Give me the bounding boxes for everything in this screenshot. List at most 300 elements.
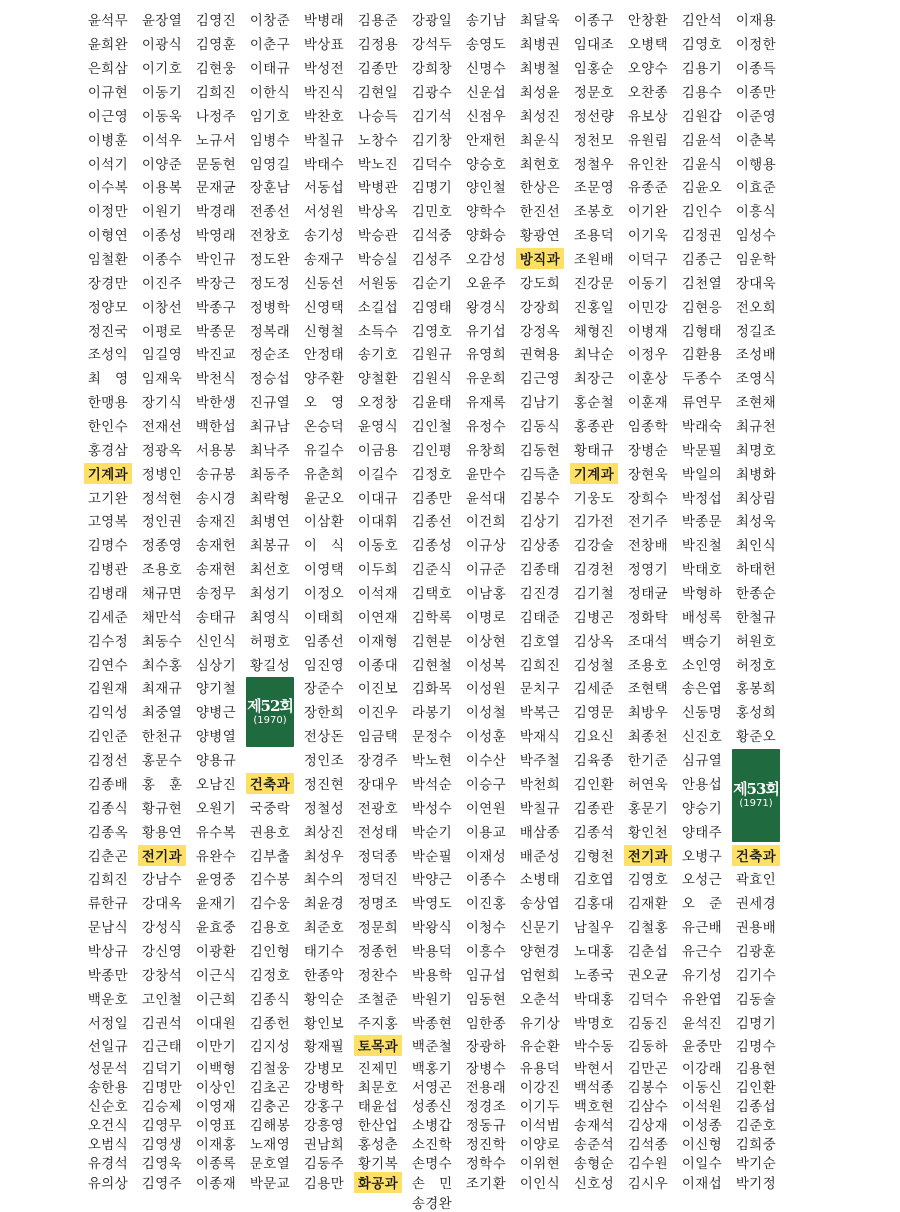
roster-name: 이금용 xyxy=(357,443,399,459)
roster-name: 정종헌 xyxy=(357,944,399,960)
roster-name: 한진선 xyxy=(519,205,561,221)
roster-name: 한상은 xyxy=(519,181,561,197)
roster-name: 송기남 xyxy=(465,14,507,30)
roster-name: 김동하 xyxy=(627,1040,669,1056)
roster-name: 김인평 xyxy=(411,443,453,459)
roster-name: 박승실 xyxy=(357,253,399,269)
roster-name: 유수복 xyxy=(195,825,237,841)
roster-name: 송은엽 xyxy=(681,682,723,698)
roster-name: 김동진 xyxy=(627,1016,669,1032)
roster-name: 이종구 xyxy=(573,14,615,30)
roster-name: 김희진 xyxy=(519,658,561,674)
roster-name: 김종만 xyxy=(411,491,453,507)
roster-name: 임종학 xyxy=(627,420,669,436)
roster-name: 강도희 xyxy=(519,276,561,292)
roster-name: 박석순 xyxy=(411,777,453,793)
roster-name: 이 식 xyxy=(303,539,345,555)
roster-name: 안정태 xyxy=(303,348,345,364)
roster-name: 한인수 xyxy=(87,420,129,436)
roster-name: 장광하 xyxy=(465,1040,507,1056)
roster-name: 백호현 xyxy=(573,1099,615,1115)
roster-name: 최선호 xyxy=(249,563,291,579)
roster-name: 최중열 xyxy=(141,706,183,722)
roster-name: 한종악 xyxy=(303,968,345,984)
roster-name: 이상인 xyxy=(195,1080,237,1096)
roster-name: 박정섭 xyxy=(681,491,723,507)
roster-name: 박성수 xyxy=(411,801,453,817)
roster-name: 이덕구 xyxy=(627,253,669,269)
roster-name: 강대옥 xyxy=(141,897,183,913)
roster-name: 태윤섭 xyxy=(357,1099,399,1115)
roster-name: 서용봉 xyxy=(195,443,237,459)
roster-name: 최동주 xyxy=(249,467,291,483)
roster-name: 김익성 xyxy=(87,706,129,722)
roster-name: 오양수 xyxy=(627,62,669,78)
roster-name: 이동기 xyxy=(141,86,183,101)
roster-name: 정덕종 xyxy=(357,849,399,865)
roster-name: 김종석 xyxy=(573,825,615,841)
roster-name: 임기호 xyxy=(249,109,291,125)
roster-name: 이한식 xyxy=(249,86,291,101)
roster-name: 송정무 xyxy=(195,587,237,603)
roster-name: 기웅도 xyxy=(573,491,615,507)
roster-name: 이태규 xyxy=(249,62,291,78)
roster-name: 김순기 xyxy=(411,276,453,292)
roster-name: 임종선 xyxy=(303,634,345,650)
roster-name: 태기수 xyxy=(303,944,345,960)
roster-name: 유길수 xyxy=(303,443,345,459)
roster-name: 이병훈 xyxy=(87,133,129,149)
roster-name: 박문필 xyxy=(681,443,723,459)
roster-name: 심규열 xyxy=(681,754,723,770)
roster-name: 전광호 xyxy=(357,801,399,817)
department-label xyxy=(351,1034,405,1058)
roster-name: 김봉수 xyxy=(519,491,561,507)
roster-name: 김환용 xyxy=(681,348,723,364)
roster-name: 권용배 xyxy=(735,921,777,937)
roster-name: 신동선 xyxy=(303,276,345,292)
roster-name: 이용교 xyxy=(465,825,507,841)
roster-name: 양승기 xyxy=(681,801,723,817)
roster-name: 전재선 xyxy=(141,420,183,436)
roster-name: 오범식 xyxy=(87,1137,129,1153)
roster-name: 오찬종 xyxy=(627,86,669,101)
roster-name: 김상재 xyxy=(627,1118,669,1134)
roster-name: 정천모 xyxy=(573,133,615,149)
roster-name: 정양모 xyxy=(87,300,129,316)
roster-name: 김종성 xyxy=(411,539,453,555)
roster-name: 전오희 xyxy=(735,300,777,316)
roster-name: 김희중 xyxy=(735,1137,777,1153)
roster-name: 김수원 xyxy=(627,1156,669,1172)
roster-name: 김해봉 xyxy=(249,1118,291,1134)
roster-name: 배성록 xyxy=(681,610,723,626)
roster-name: 이정만 xyxy=(87,205,129,221)
roster-name: 박경래 xyxy=(195,205,237,221)
roster-name: 박기정 xyxy=(735,1176,777,1192)
roster-name: 최장근 xyxy=(573,372,615,388)
roster-name: 문동현 xyxy=(195,157,237,173)
roster-name: 임금택 xyxy=(357,730,399,746)
roster-name: 유보상 xyxy=(627,109,669,125)
roster-name: 강광일 xyxy=(411,14,453,30)
roster-name: 송한용 xyxy=(87,1080,129,1096)
roster-name: 이동기 xyxy=(627,276,669,292)
roster-name: 황태규 xyxy=(573,443,615,459)
roster-name: 황광연 xyxy=(519,229,561,245)
roster-name: 정철성 xyxy=(303,801,345,817)
roster-name: 양화승 xyxy=(465,229,507,245)
roster-name: 김강술 xyxy=(573,539,615,555)
roster-name: 채규면 xyxy=(141,587,183,603)
roster-name: 이종수 xyxy=(141,253,183,269)
roster-name: 최규남 xyxy=(249,420,291,436)
roster-name: 강홍구 xyxy=(303,1099,345,1115)
roster-name: 은희삼 xyxy=(87,62,129,78)
roster-name: 임동현 xyxy=(465,992,507,1008)
roster-name: 안재헌 xyxy=(465,133,507,149)
roster-name: 조성익 xyxy=(87,348,129,364)
roster-name: 양인철 xyxy=(465,181,507,197)
roster-name: 최수홍 xyxy=(141,658,183,674)
roster-name: 김호엽 xyxy=(573,873,615,889)
department-label-text: 전기과 xyxy=(624,845,672,866)
roster-name: 이규상 xyxy=(465,539,507,555)
roster-name: 양승호 xyxy=(465,157,507,173)
roster-name: 이남홍 xyxy=(465,587,507,603)
roster-name: 이근식 xyxy=(195,968,237,984)
roster-name: 김기철 xyxy=(573,587,615,603)
roster-name: 김석종 xyxy=(627,1137,669,1153)
roster-name: 김명수 xyxy=(735,1040,777,1056)
roster-name: 윤희완 xyxy=(87,38,129,54)
roster-name: 이종수 xyxy=(465,873,507,889)
roster-name: 김윤석 xyxy=(681,133,723,149)
roster-name: 이춘구 xyxy=(249,38,291,54)
roster-name: 박태수 xyxy=(303,157,345,173)
roster-name: 강성식 xyxy=(141,921,183,937)
department-label xyxy=(567,461,621,485)
roster-name: 최락형 xyxy=(249,491,291,507)
roster-name: 김희진 xyxy=(195,86,237,101)
roster-name: 온승덕 xyxy=(303,420,345,436)
roster-name: 최봉규 xyxy=(249,539,291,555)
roster-name: 김종만 xyxy=(357,62,399,78)
roster-name: 이종록 xyxy=(195,1156,237,1172)
roster-name: 김시우 xyxy=(627,1176,669,1192)
roster-name: 이석범 xyxy=(519,1118,561,1134)
roster-name: 문재균 xyxy=(195,181,237,197)
roster-name: 이창선 xyxy=(141,300,183,316)
roster-name: 김현웅 xyxy=(195,62,237,78)
roster-name: 신운섭 xyxy=(465,86,507,101)
roster-name: 정명조 xyxy=(357,897,399,913)
roster-name: 이대휘 xyxy=(357,515,399,531)
roster-name: 유원림 xyxy=(627,133,669,149)
roster-name: 이성종 xyxy=(681,1118,723,1134)
roster-name: 소길섭 xyxy=(357,300,399,316)
department-label-text: 전기과 xyxy=(138,845,186,866)
roster-name: 홍성춘 xyxy=(357,1137,399,1153)
roster-name: 황재필 xyxy=(303,1040,345,1056)
roster-name: 김명기 xyxy=(411,181,453,197)
roster-name: 송준석 xyxy=(573,1137,615,1153)
roster-name: 홍종관 xyxy=(573,420,615,436)
roster-name: 김영주 xyxy=(141,1176,183,1192)
roster-name: 김종식 xyxy=(87,801,129,817)
roster-name: 강남수 xyxy=(141,873,183,889)
roster-name: 최문호 xyxy=(357,1080,399,1096)
roster-name: 이강래 xyxy=(681,1061,723,1077)
roster-name: 김종근 xyxy=(681,253,723,269)
roster-name: 진홍일 xyxy=(573,300,615,316)
roster-name: 조용호 xyxy=(627,658,669,674)
roster-name: 홍경삼 xyxy=(87,443,129,459)
roster-name: 박문교 xyxy=(249,1176,291,1192)
roster-name: 이평로 xyxy=(141,324,183,340)
roster-name: 박순기 xyxy=(411,825,453,841)
roster-name: 김윤식 xyxy=(681,157,723,173)
roster-name: 한철규 xyxy=(735,610,777,626)
roster-name: 장경만 xyxy=(87,276,129,292)
roster-name: 김철홍 xyxy=(627,921,669,937)
roster-name: 신순호 xyxy=(87,1099,129,1115)
roster-name: 최병철 xyxy=(519,62,561,78)
roster-name: 권오균 xyxy=(627,968,669,984)
roster-name: 배준성 xyxy=(519,849,561,865)
roster-name: 김원갑 xyxy=(681,109,723,125)
roster-name: 허연욱 xyxy=(627,777,669,793)
roster-name: 이재섭 xyxy=(681,1176,723,1192)
roster-name: 최성욱 xyxy=(735,515,777,531)
roster-name: 박왕식 xyxy=(411,921,453,937)
roster-name: 박종만 xyxy=(87,968,129,984)
roster-name: 김병관 xyxy=(87,563,129,579)
roster-name: 안용섭 xyxy=(681,777,723,793)
roster-name: 윤만수 xyxy=(465,467,507,483)
roster-name: 신동명 xyxy=(681,706,723,722)
roster-name: 소진학 xyxy=(411,1137,453,1153)
roster-name: 김삼수 xyxy=(627,1099,669,1115)
roster-name: 김남기 xyxy=(519,396,561,412)
roster-name: 유기상 xyxy=(519,1016,561,1032)
roster-name: 유기성 xyxy=(681,968,723,984)
roster-name: 문정수 xyxy=(411,730,453,746)
roster-name: 이태희 xyxy=(303,610,345,626)
roster-name: 박병래 xyxy=(303,14,345,30)
roster-name: 최명호 xyxy=(735,443,777,459)
roster-name: 이행용 xyxy=(735,157,777,173)
roster-name: 최성윤 xyxy=(519,86,561,101)
roster-name: 김홍대 xyxy=(573,897,615,913)
roster-name: 유정수 xyxy=(465,420,507,436)
roster-name: 윤영중 xyxy=(195,873,237,889)
roster-name: 김윤오 xyxy=(681,181,723,197)
roster-name: 김정호 xyxy=(249,968,291,984)
roster-name: 임병수 xyxy=(249,133,291,149)
roster-name: 전기주 xyxy=(627,515,669,531)
roster-name: 정병인 xyxy=(141,467,183,483)
roster-name: 이만기 xyxy=(195,1040,237,1056)
roster-name: 최 영 xyxy=(87,372,129,388)
roster-name: 김희진 xyxy=(87,873,129,889)
roster-name: 김경천 xyxy=(573,563,615,579)
roster-name: 김영진 xyxy=(195,14,237,30)
roster-name: 정진국 xyxy=(87,324,129,340)
roster-name: 김수봉 xyxy=(249,873,291,889)
roster-name: 이영표 xyxy=(195,1118,237,1134)
roster-name: 송재구 xyxy=(303,253,345,269)
roster-name: 신진호 xyxy=(681,730,723,746)
roster-name: 한기준 xyxy=(627,754,669,770)
roster-name: 문남식 xyxy=(87,921,129,937)
roster-name: 오건식 xyxy=(87,1118,129,1134)
roster-name: 김상종 xyxy=(519,539,561,555)
roster-name: 박노현 xyxy=(411,754,453,770)
badge-year: (1971) xyxy=(739,798,773,810)
roster-name: 소득수 xyxy=(357,324,399,340)
roster-name: 강병학 xyxy=(303,1080,345,1096)
roster-name: 임규섭 xyxy=(465,968,507,984)
roster-name: 소인영 xyxy=(681,658,723,674)
roster-name: 김영문 xyxy=(573,706,615,722)
roster-name: 강흥영 xyxy=(303,1118,345,1134)
roster-name: 김학록 xyxy=(411,610,453,626)
roster-name: 두종수 xyxy=(681,372,723,388)
roster-name: 김종배 xyxy=(87,777,129,793)
roster-name: 김득춘 xyxy=(519,467,561,483)
roster-name: 이효준 xyxy=(735,181,777,197)
roster-name: 홍순철 xyxy=(573,396,615,412)
roster-name: 박한생 xyxy=(195,396,237,412)
roster-name: 이석원 xyxy=(681,1099,723,1115)
roster-name: 김인준 xyxy=(87,730,129,746)
roster-name: 김상기 xyxy=(519,515,561,531)
roster-name: 오춘석 xyxy=(519,992,561,1008)
roster-name: 정인권 xyxy=(141,515,183,531)
roster-name: 박명호 xyxy=(573,1016,615,1032)
roster-name: 고인철 xyxy=(141,992,183,1008)
class-year-badge xyxy=(732,749,780,842)
roster-name: 정복래 xyxy=(249,324,291,340)
roster-name: 김원식 xyxy=(411,372,453,388)
roster-name: 이진홍 xyxy=(465,897,507,913)
roster-name: 최성우 xyxy=(303,849,345,865)
roster-name: 박칠규 xyxy=(303,133,345,149)
roster-name: 정병학 xyxy=(249,300,291,316)
roster-name: 문호열 xyxy=(249,1156,291,1172)
roster-name: 김명만 xyxy=(141,1080,183,1096)
roster-name: 송재진 xyxy=(195,515,237,531)
roster-name: 김철웅 xyxy=(249,1061,291,1077)
roster-name: 권남희 xyxy=(303,1137,345,1153)
roster-name: 김세준 xyxy=(573,682,615,698)
roster-name: 박천희 xyxy=(519,777,561,793)
roster-name: 황준오 xyxy=(735,730,777,746)
roster-name: 송형순 xyxy=(573,1156,615,1172)
roster-name: 최윤경 xyxy=(303,897,345,913)
roster-name: 최준호 xyxy=(303,921,345,937)
roster-name: 조대석 xyxy=(627,634,669,650)
roster-name: 나승득 xyxy=(357,109,399,125)
roster-name: 김세준 xyxy=(87,610,129,626)
roster-name: 윤재기 xyxy=(195,897,237,913)
roster-name: 김춘섭 xyxy=(627,944,669,960)
roster-name: 조성배 xyxy=(735,348,777,364)
roster-name: 진규열 xyxy=(249,396,291,412)
roster-name: 이정우 xyxy=(627,348,669,364)
roster-name: 신형철 xyxy=(303,324,345,340)
roster-name: 윤장열 xyxy=(141,14,183,30)
roster-name: 최방우 xyxy=(627,706,669,722)
roster-name: 이춘복 xyxy=(735,133,777,149)
roster-name: 김초곤 xyxy=(249,1080,291,1096)
roster-name: 김종관 xyxy=(573,801,615,817)
roster-name: 최상림 xyxy=(735,491,777,507)
roster-name: 박상옥 xyxy=(357,205,399,221)
roster-name: 김석중 xyxy=(411,229,453,245)
roster-name: 최규천 xyxy=(735,420,777,436)
roster-name: 한종순 xyxy=(735,587,777,603)
roster-name: 김용현 xyxy=(735,1061,777,1077)
roster-name: 윤영식 xyxy=(357,420,399,436)
roster-name: 이기호 xyxy=(141,62,183,78)
roster-name: 양현경 xyxy=(519,944,561,960)
roster-name: 윤군오 xyxy=(303,491,345,507)
roster-name: 황규현 xyxy=(141,801,183,817)
roster-name: 유완수 xyxy=(195,849,237,865)
roster-name: 유재록 xyxy=(465,396,507,412)
roster-name: 신호성 xyxy=(573,1176,615,1192)
roster-name: 이광식 xyxy=(141,38,183,54)
roster-name: 박병관 xyxy=(357,181,399,197)
roster-name: 유춘희 xyxy=(303,467,345,483)
roster-name: 최종천 xyxy=(627,730,669,746)
department-label xyxy=(81,461,135,485)
roster-name: 오감성 xyxy=(465,253,507,269)
roster-name: 나정주 xyxy=(195,109,237,125)
roster-name: 백운호 xyxy=(87,992,129,1008)
roster-name: 임철환 xyxy=(87,253,129,269)
roster-name: 신인식 xyxy=(195,634,237,650)
roster-name: 김만곤 xyxy=(627,1061,669,1077)
roster-name: 최운식 xyxy=(519,133,561,149)
roster-name: 이기완 xyxy=(627,205,669,221)
roster-name: 이성철 xyxy=(465,706,507,722)
roster-name: 이두희 xyxy=(357,563,399,579)
roster-name: 이원기 xyxy=(141,205,183,221)
roster-name: 한산업 xyxy=(357,1118,399,1134)
roster-name: 한맹용 xyxy=(87,396,129,412)
roster-name: 김승제 xyxy=(141,1099,183,1115)
roster-name: 김종선 xyxy=(411,515,453,531)
roster-name: 송시경 xyxy=(195,491,237,507)
roster-name: 김가전 xyxy=(573,515,615,531)
roster-name: 백한섭 xyxy=(195,420,237,436)
roster-name: 임한종 xyxy=(465,1016,507,1032)
roster-name: 임재욱 xyxy=(141,372,183,388)
roster-name: 박상표 xyxy=(303,38,345,54)
roster-name: 전상돈 xyxy=(303,730,345,746)
roster-name: 신문기 xyxy=(519,921,561,937)
roster-name: 정문호 xyxy=(573,86,615,101)
roster-name: 김용만 xyxy=(303,1176,345,1192)
roster-name: 이동신 xyxy=(681,1080,723,1096)
roster-name: 김기창 xyxy=(411,133,453,149)
roster-name: 황인천 xyxy=(627,825,669,841)
roster-name: 남칠우 xyxy=(573,921,615,937)
roster-name: 황기복 xyxy=(357,1156,399,1172)
